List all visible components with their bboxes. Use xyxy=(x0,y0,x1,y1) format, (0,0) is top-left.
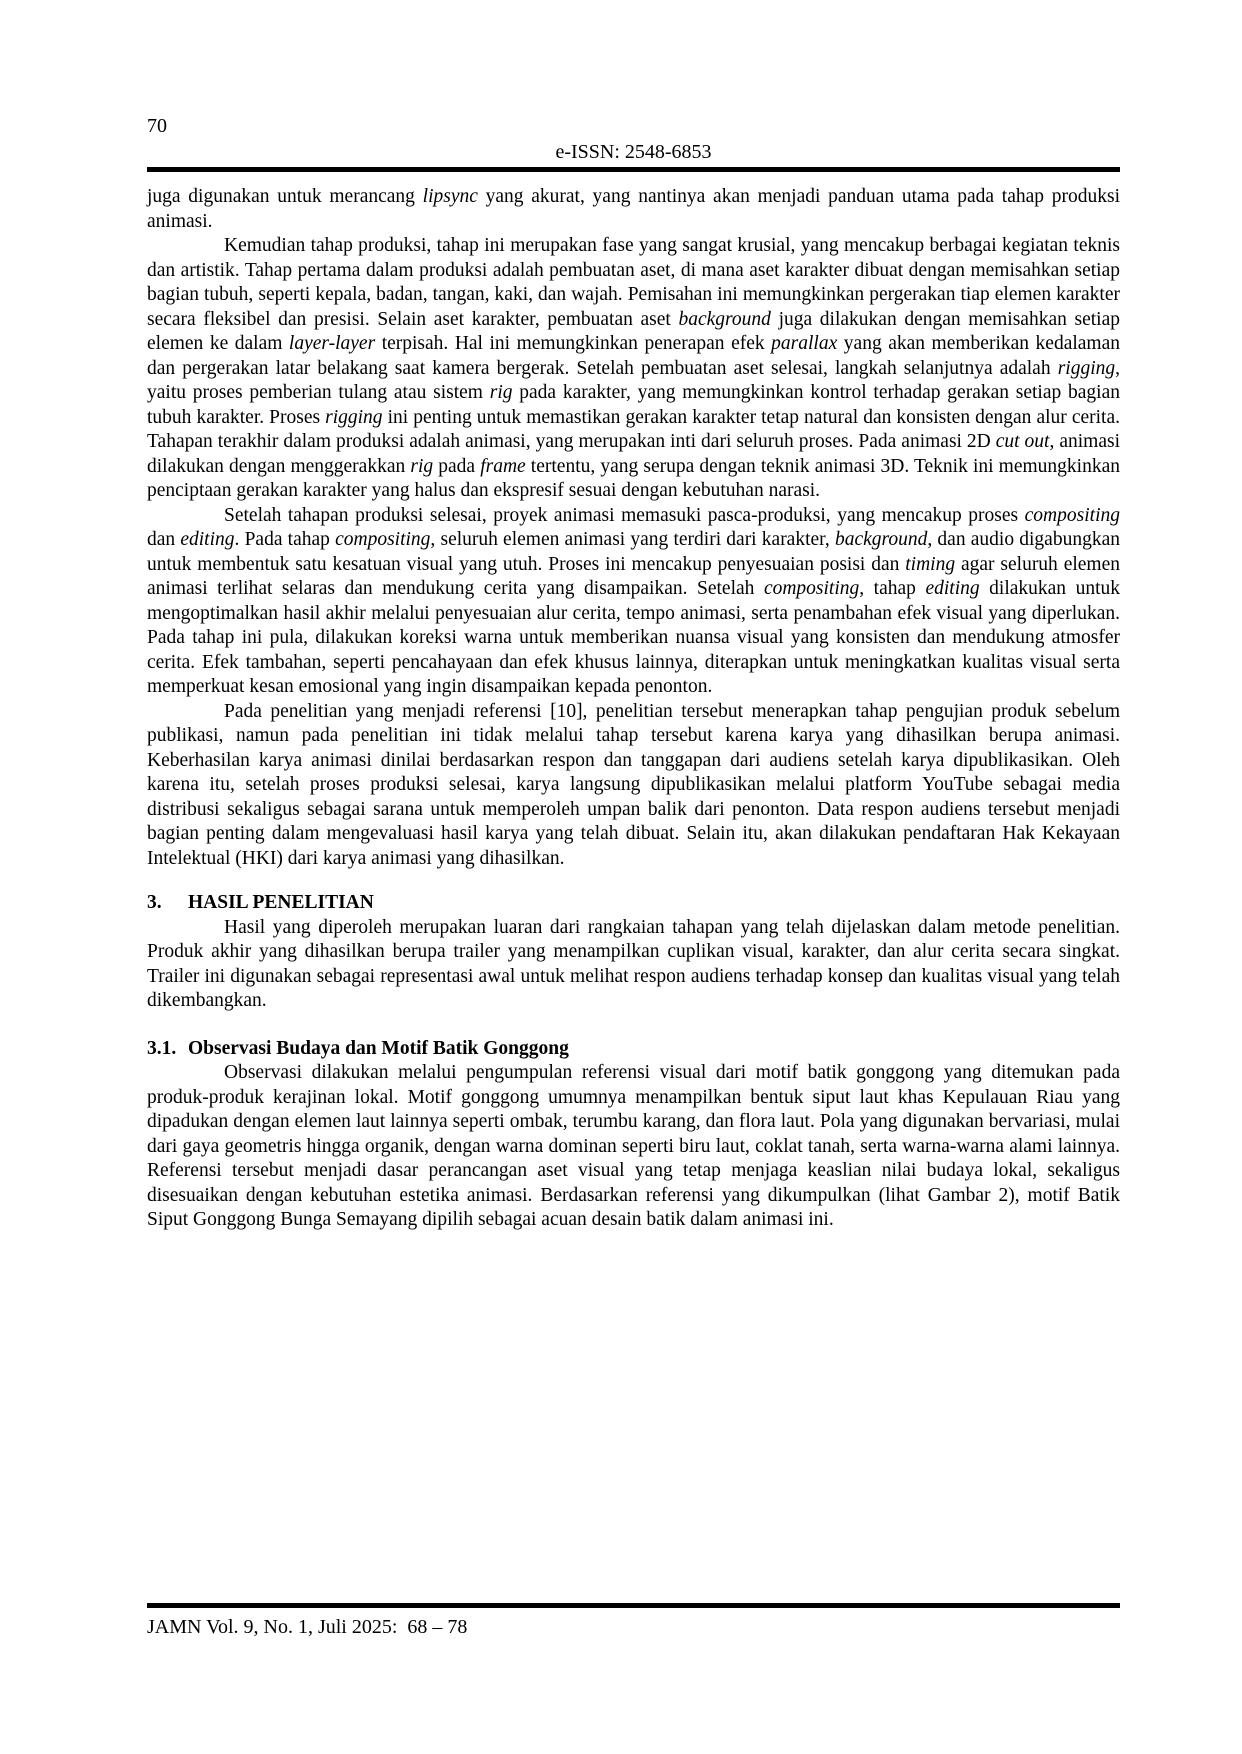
footer-rule xyxy=(147,1603,1120,1608)
italic-run: compositing xyxy=(335,529,431,550)
text-run: dan xyxy=(147,529,181,550)
issn-header: e-ISSN: 2548-6853 xyxy=(555,141,712,163)
text-run: juga dilakukan dengan memisahkan setiap elemen ke dalam xyxy=(147,308,1120,354)
section-heading xyxy=(147,891,1120,916)
text-run: terpisah. Hal ini memungkinkan penerapan efek xyxy=(375,333,772,354)
text-run: Pada penelitian yang menjadi referensi [10], penelitian tersebut menerapkan tahap pengujian produk sebelum publikasi, namun pada penelitian ini tidak melalui tahap tersebut karena karya yang dihasilkan berupa animasi. Keberhasilan karya animasi dinilai berdasarkan respon dan tanggapan dari audiens setelah karya dipublikasikan. Oleh karena itu, setelah proses produksi selesai, karya langsung dipublikasikan melalui platform YouTube sebagai media distribusi sekaligus sebagai sarana untuk memperoleh umpan balik dari penonton. Data respon audiens tersebut menjadi bagian penting dalam mengevaluasi hasil karya yang telah dibuat. Selain itu, akan dilakukan pendaftaran Hak Kekayaan Intelektual (HKI) dari karya animasi yang dihasilkan. xyxy=(147,700,1120,869)
text-run: Hasil yang diperoleh merupakan luaran dari rangkaian tahapan yang telah dijelaskan dalam metode penelitian. Produk akhir yang dihasilkan berupa trailer yang menampilkan cuplikan visual, karakter, dan alur cerita secara singkat. Trailer ini digunakan sebagai representasi awal untuk melihat respon audiens terhadap konsep dan kualitas visual yang telah dikembangkan. xyxy=(147,916,1120,1011)
text-run: agar seluruh elemen animasi terlihat selaras dan mendukung cerita yang disampaikan. Setelah xyxy=(147,553,1120,599)
text-run: pada xyxy=(433,455,481,477)
italic-run: cut out xyxy=(995,431,1050,452)
italic-run: rig xyxy=(489,382,513,403)
text-run: pada karakter, yang memungkinkan kontrol terhadap gerakan setiap bagian tubuh karakter. Proses xyxy=(147,382,1120,428)
text-run: tertentu, yang serupa dengan teknik animasi 3D. Teknik ini memungkinkan penciptaan gerakan karakter yang halus dan ekspresif sesuai dengan kebutuhan narasi. xyxy=(147,455,1120,501)
text-run: . Pada tahap xyxy=(234,529,336,550)
section-heading xyxy=(147,1037,1120,1062)
text-run: Kemudian tahap produksi, tahap ini merupakan fase yang sangat krusial, yang mencakup berbagai kegiatan teknis dan artistik. Tahap pertama dalam produksi adalah pembuatan aset, di mana aset karakter dibuat dengan memisahkan setiap bagian tubuh, seperti kepala, badan, tangan, kaki, dan wajah. Pemisahan ini memungkinkan pergerakan tiap elemen karakter secara fleksibel dan presisi. Selain aset karakter, pembuatan aset xyxy=(147,235,1120,330)
text-run: Setelah tahapan produksi selesai, proyek animasi memasuki pasca-produksi, yang mencakup proses xyxy=(224,504,1025,526)
paragraph xyxy=(147,1061,1120,1233)
text-run: , yaitu proses pemberian tulang atau sistem xyxy=(147,357,1120,403)
paragraph xyxy=(147,700,1120,872)
section-number: 3.1. xyxy=(147,1037,177,1059)
italic-run: frame xyxy=(480,455,526,477)
paragraph xyxy=(147,916,1120,1014)
italic-run: compositing xyxy=(1024,504,1120,526)
italic-run: rigging xyxy=(1057,357,1116,379)
italic-run: background xyxy=(678,308,771,330)
italic-run: editing xyxy=(180,529,235,550)
italic-run: rig xyxy=(410,455,434,477)
italic-run: lipsync xyxy=(422,186,478,207)
footer-journal-info: JAMN Vol. 9, No. 1, Juli 2025: 68 – 78 xyxy=(147,1616,468,1638)
text-run: , dan audio digabungkan untuk membentuk satu kesatuan visual yang utuh. Proses ini mencakup penyesuaian posisi dan xyxy=(147,529,1120,575)
text-run: Observasi dilakukan melalui pengumpulan referensi visual dari motif batik gonggong yang ditemukan pada produk-produk kerajinan lokal. Motif gonggong umumnya menampilkan bentuk siput laut khas Kepulauan Riau yang dipadukan dengan elemen laut lainnya seperti ombak, terumbu karang, dan flora laut. Pola yang digunakan bervariasi, mulai dari gaya geometris hingga organik, dengan warna dominan seperti biru laut, coklat tanah, serta warna-warna alami lainnya. Referensi tersebut menjadi dasar perancangan aset visual yang tetap menjaga keaslian nilai budaya lokal, sekaligus disesuaikan dengan kebutuhan estetika animasi. Berdasarkan referensi yang dikumpulkan (lihat Gambar 2), motif Batik Siput Gonggong Bunga Semayang dipilih sebagai acuan desain batik dalam animasi ini. xyxy=(147,1062,1120,1230)
italic-run: compositing xyxy=(763,578,860,599)
italic-run: layer-layer xyxy=(288,333,376,354)
section-number: 3. xyxy=(147,892,162,913)
page-number: 70 xyxy=(147,115,167,137)
text-run: ini penting untuk memastikan gerakan karakter tetap natural dan konsisten dengan alur cerita. Tahapan terakhir dalam produksi adalah animasi, yang merupakan inti dari seluruh proses. Pada animasi 2D xyxy=(147,406,1120,452)
paragraph xyxy=(147,185,1120,234)
italic-run: timing xyxy=(905,553,956,575)
italic-run: background xyxy=(834,529,928,550)
text-run: juga digunakan untuk merancang xyxy=(147,186,423,207)
header-rule xyxy=(147,167,1120,172)
italic-run: editing xyxy=(925,578,980,599)
section-title: Observasi Budaya dan Motif Batik Gonggong xyxy=(188,1037,569,1059)
paragraph xyxy=(147,234,1120,504)
text-run: yang akan memberikan kedalaman dan pergerakan latar belakang saat kamera bergerak. Setelah pembuatan aset selesai, langkah selanjutnya adalah xyxy=(147,333,1120,379)
italic-run: rigging xyxy=(325,406,383,428)
italic-run: parallax xyxy=(771,333,838,354)
text-run: , tahap xyxy=(859,578,926,599)
text-run: , seluruh elemen animasi yang terdiri dari karakter, xyxy=(430,529,835,550)
text-run: dilakukan untuk mengoptimalkan hasil akhir melalui penyesuaian alur cerita, tempo animasi, serta penambahan efek visual yang diperlukan. Pada tahap ini pula, dilakukan koreksi warna untuk memberikan nuansa visual yang konsisten dan mendukung atmosfer cerita. Efek tambahan, seperti pencahayaan dan efek khusus lainnya, diterapkan untuk meningkatkan kualitas visual serta memperkuat kesan emosional yang ingin disampaikan kepada penonton. xyxy=(147,578,1120,697)
text-run: , animasi dilakukan dengan menggerakkan xyxy=(147,431,1120,477)
section-title: HASIL PENELITIAN xyxy=(188,892,374,913)
text-run: yang akurat, yang nantinya akan menjadi panduan utama pada tahap produksi animasi. xyxy=(147,186,1121,232)
paragraph xyxy=(147,504,1120,700)
document-body xyxy=(147,185,1120,1233)
